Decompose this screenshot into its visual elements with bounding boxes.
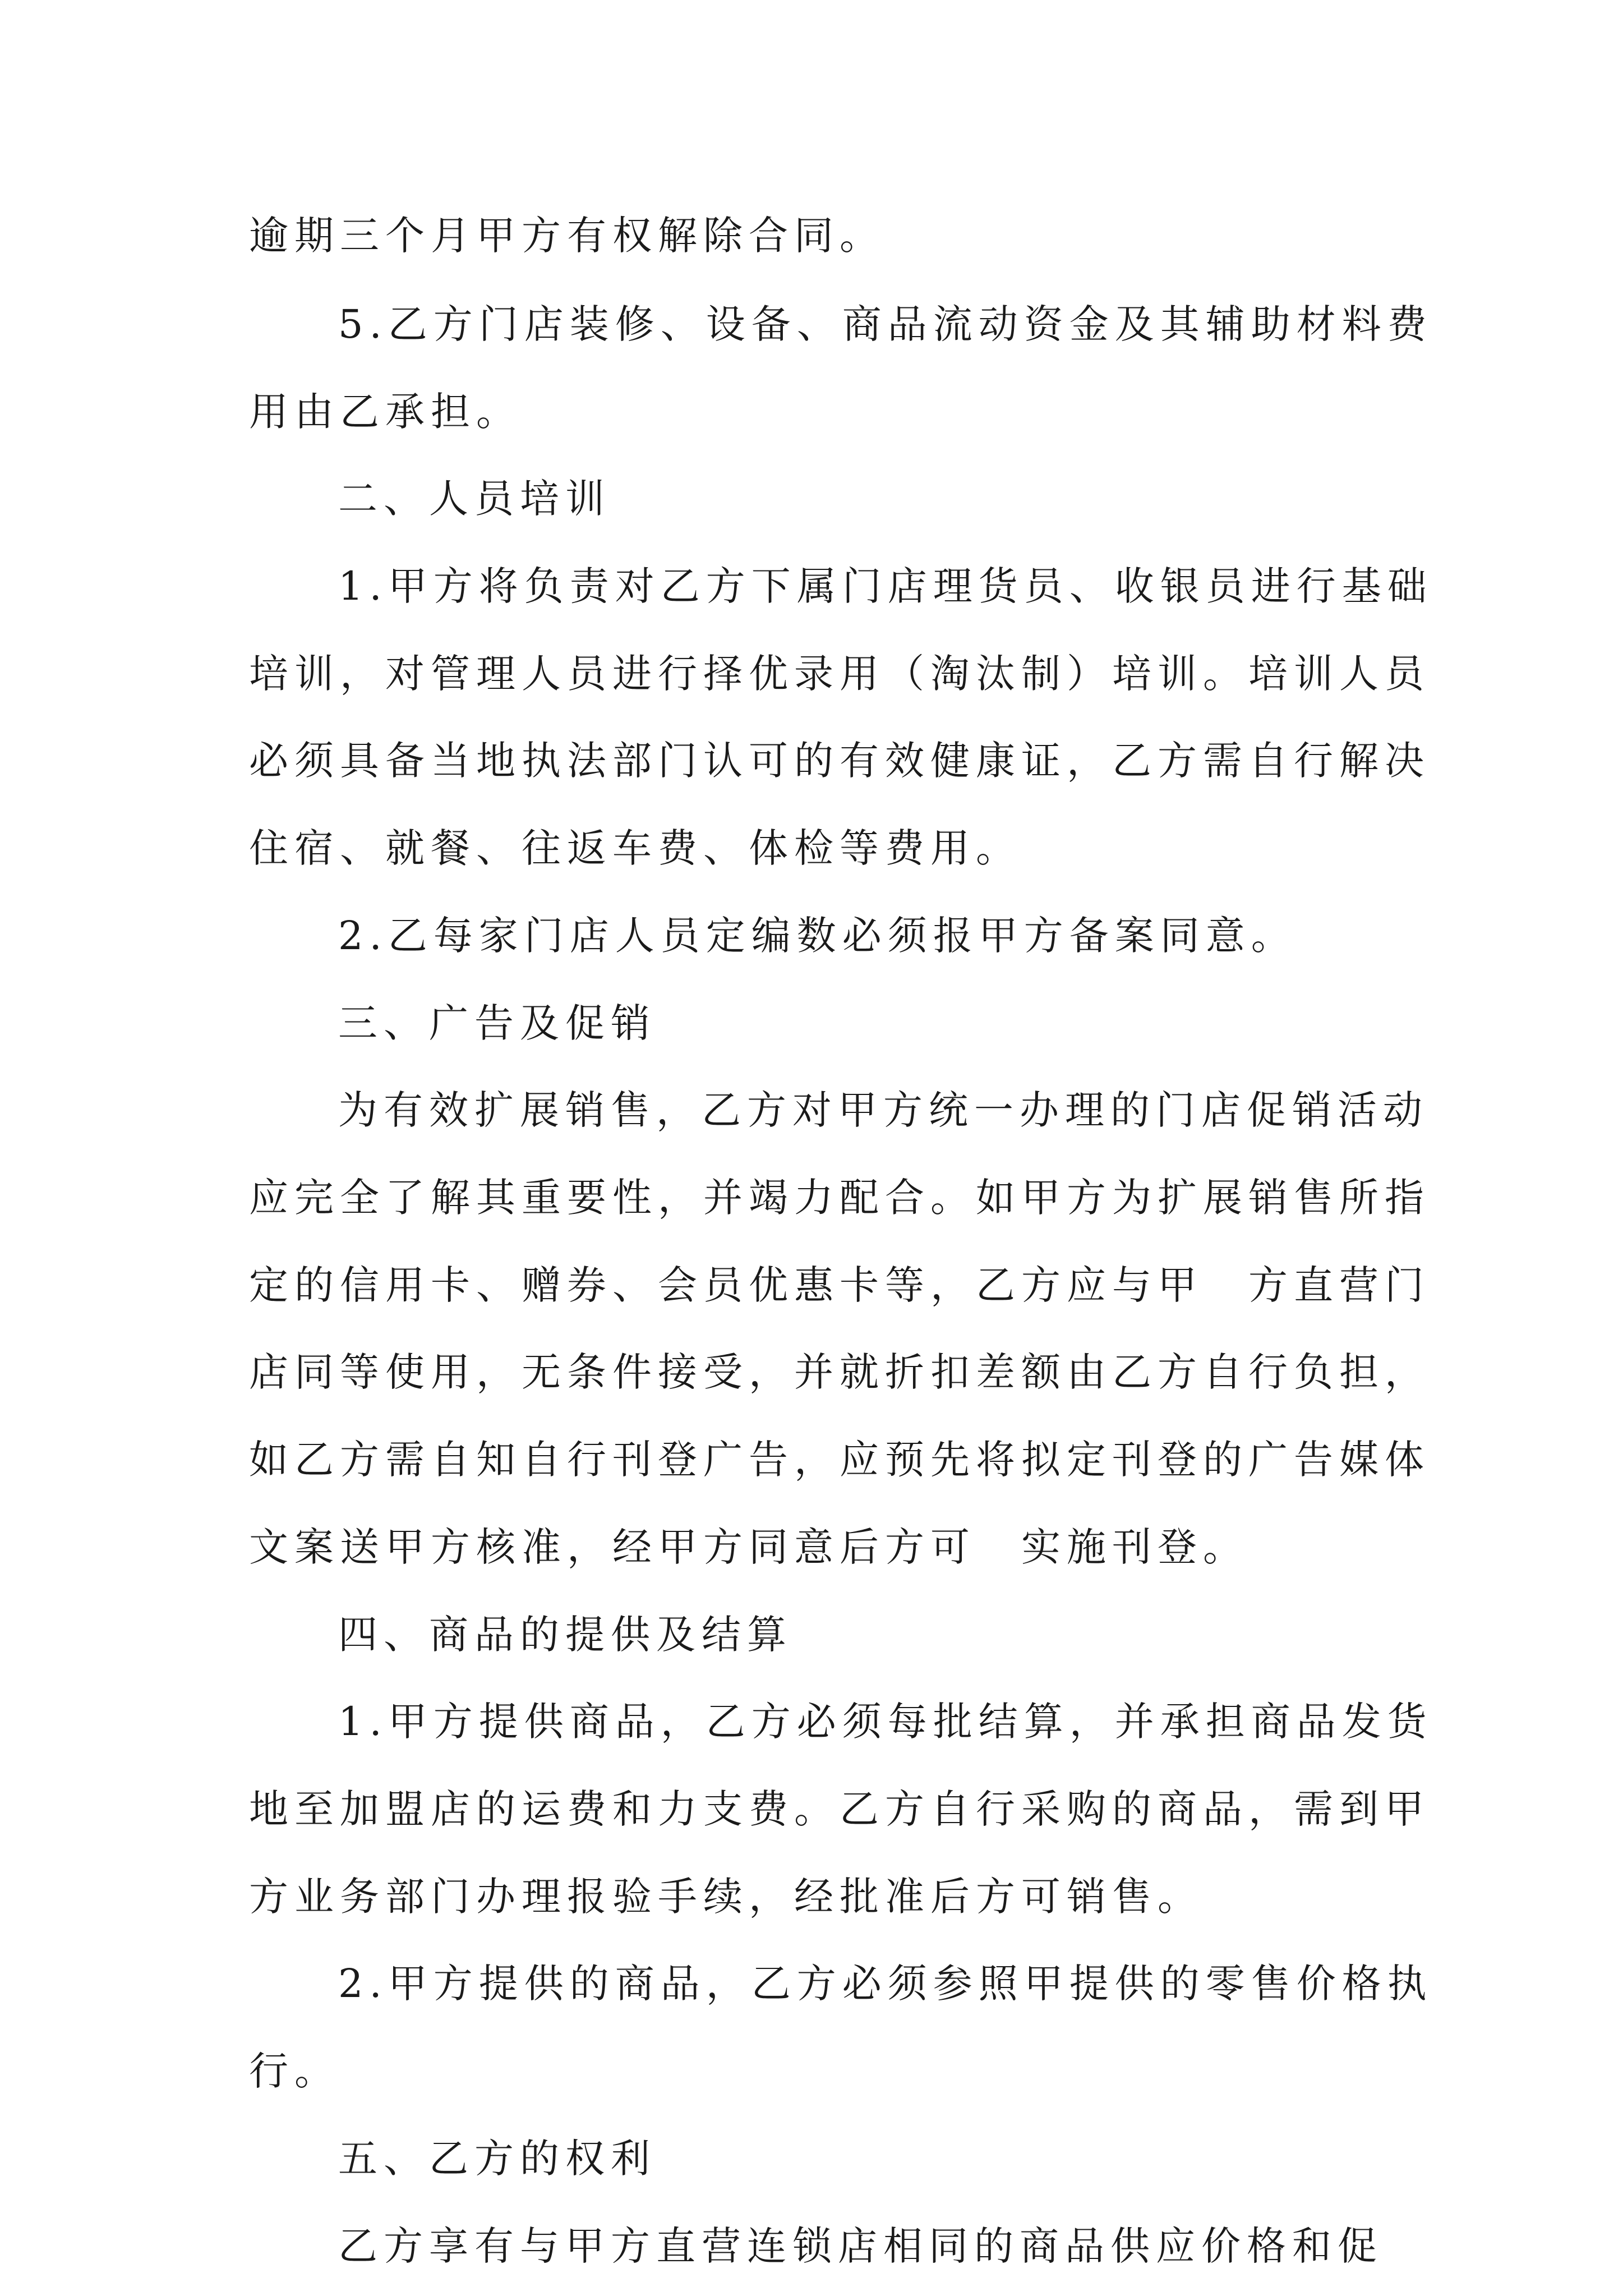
- paragraph-line: 文案送甲方核准，经甲方同意后方可 实施刊登。: [249, 1524, 1248, 1570]
- section-heading: 二、人员培训: [338, 476, 611, 522]
- section-heading: 三、广告及促销: [338, 1000, 656, 1046]
- paragraph-line: 应完全了解其重要性，并竭力配合。如甲方为扩展销售所指: [249, 1175, 1430, 1221]
- paragraph-line: 地至加盟店的运费和力支费。乙方自行采购的商品，需到甲: [249, 1786, 1430, 1832]
- section-heading: 五、乙方的权利: [338, 2136, 656, 2182]
- paragraph-line: 为有效扩展销售，乙方对甲方统一办理的门店促销活动: [338, 1087, 1428, 1133]
- paragraph-line: 逾期三个月甲方有权解除合同。: [249, 213, 885, 259]
- paragraph-line: 培训，对管理人员进行择优录用（淘汰制）培训。培训人员: [249, 651, 1430, 697]
- section-heading: 四、商品的提供及结算: [338, 1612, 792, 1658]
- paragraph-line: 用由乙承担。: [249, 389, 522, 435]
- paragraph-line: 2.甲方提供的商品，乙方必须参照甲提供的零售价格执: [338, 1961, 1433, 2007]
- paragraph-line: 5.乙方门店装修、设备、商品流动资金及其辅助材料费: [338, 301, 1433, 347]
- paragraph-line: 方业务部门办理报验手续，经批准后方可销售。: [249, 1874, 1203, 1920]
- paragraph-line: 如乙方需自知自行刊登广告，应预先将拟定刊登的广告媒体: [249, 1437, 1430, 1483]
- paragraph-line: 1.甲方将负责对乙方下属门店理货员、收银员进行基础: [338, 563, 1433, 609]
- paragraph-line: 店同等使用，无条件接受，并就折扣差额由乙方自行负担，: [249, 1349, 1430, 1395]
- paragraph-line: 必须具备当地执法部门认可的有效健康证，乙方需自行解决: [249, 738, 1430, 784]
- paragraph-line: 行。: [249, 2048, 340, 2094]
- paragraph-line: 1.甲方提供商品，乙方必须每批结算，并承担商品发货: [338, 1699, 1433, 1745]
- paragraph-line: 定的信用卡、赠券、会员优惠卡等，乙方应与甲 方直营门: [249, 1262, 1430, 1308]
- paragraph-line: 乙方享有与甲方直营连锁店相同的商品供应价格和促: [338, 2223, 1383, 2269]
- paragraph-line: 住宿、就餐、往返车费、体检等费用。: [249, 825, 1021, 871]
- paragraph-line: 2.乙每家门店人员定编数必须报甲方备案同意。: [338, 913, 1297, 959]
